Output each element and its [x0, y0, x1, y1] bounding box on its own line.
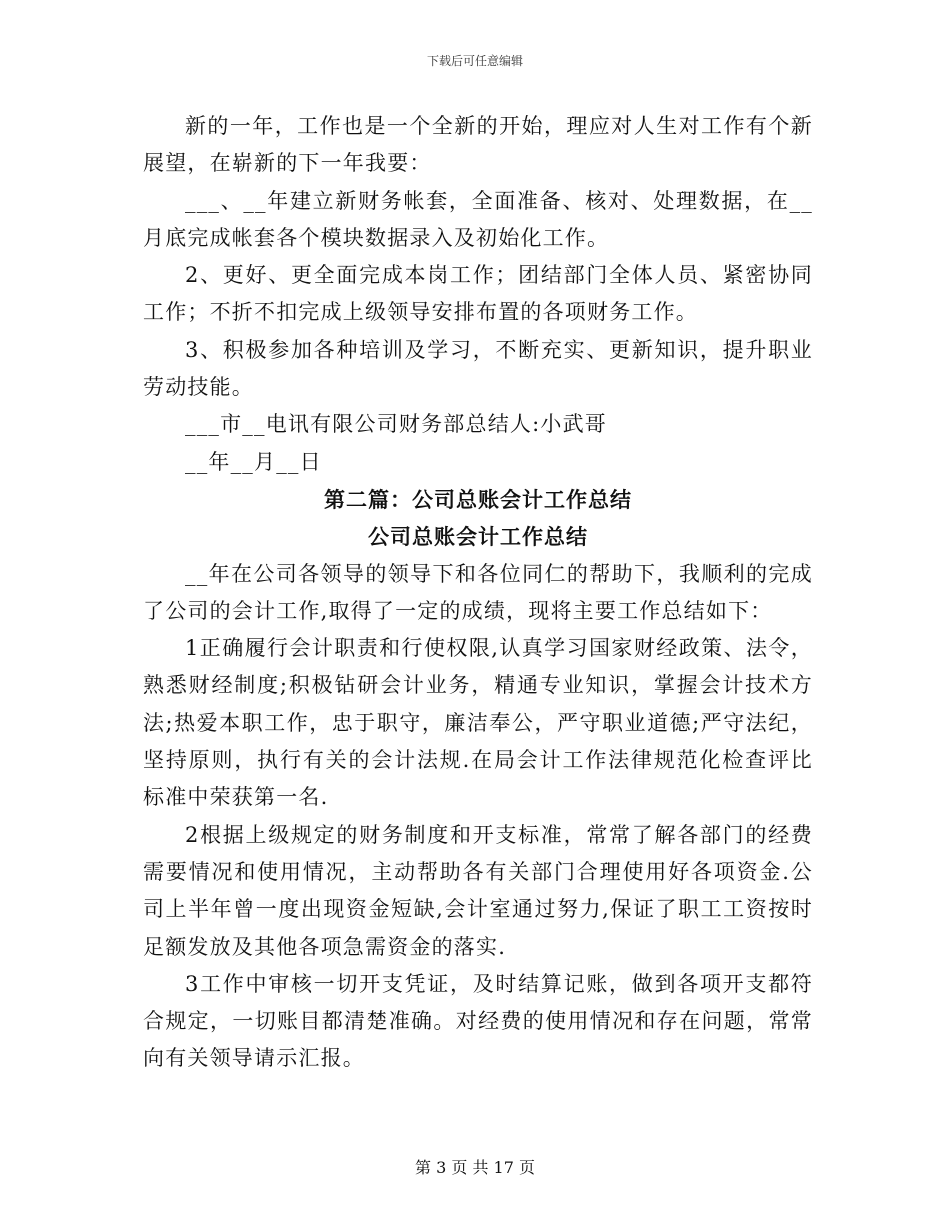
section-title: 第二篇：公司总账会计工作总结	[324, 486, 632, 512]
section-subtitle: 公司总账会计工作总结	[368, 524, 588, 550]
section-paragraph-2: 2根据上级规定的财务制度和开支标准，常常了解各部门的经费需要情况和使用情况，主动帮助各有关部门合理使用好各项资金.公司上半年曾一度出现资金短缺,会计室通过努力,保证了职工工资按时足额发放及其他各项急需资金的落实.	[143, 822, 813, 959]
paragraph-intro: 新的一年，工作也是一个全新的开始，理应对人生对工作有个新展望，在崭新的下一年我要：	[143, 114, 813, 176]
section-paragraph-3: 3工作中审核一切开支凭证，及时结算记账，做到各项开支都符合规定，一切账目都清楚准确。对经费的使用情况和存在问题，常常向有关领导请示汇报。	[143, 971, 813, 1071]
paragraph-item-2: 2、更好、更全面完成本岗工作；团结部门全体人员、紧密协同工作；不折不扣完成上级领导安排布置的各项财务工作。	[143, 263, 813, 325]
paragraph-item-3: 3、积极参加各种培训及学习，不断充实、更新知识，提升职业劳动技能。	[143, 337, 813, 400]
date-line: __年__月__日	[185, 449, 322, 474]
page-number-footer: 第 3 页 共 17 页	[415, 1158, 535, 1177]
paragraph-item-1: ___、__年建立新财务帐套，全面准备、核对、处理数据，在__月底完成帐套各个模块数据录入及初始化工作。	[143, 188, 813, 250]
page-header-note: 下载后可任意编辑	[426, 54, 523, 68]
section-paragraph-1: 1正确履行会计职责和行使权限,认真学习国家财经政策、法令，熟悉财经制度;积极钻研会计业务，精通专业知识，掌握会计技术方法;热爱本职工作，忠于职守，廉洁奉公，严守职业道德;严守法纪，坚持原则，执行有关的会计法规.在局会计工作法律规范化检查评比标准中荣获第一名.	[143, 636, 813, 810]
signature-line: ___市__电讯有限公司财务部总结人:小武哥	[185, 412, 607, 437]
section-paragraph-intro: __年在公司各领导的领导下和各位同仁的帮助下，我顺利的完成了公司的会计工作,取得了一定的成绩，现将主要工作总结如下：	[143, 561, 813, 623]
document-body	[143, 108, 813, 1078]
